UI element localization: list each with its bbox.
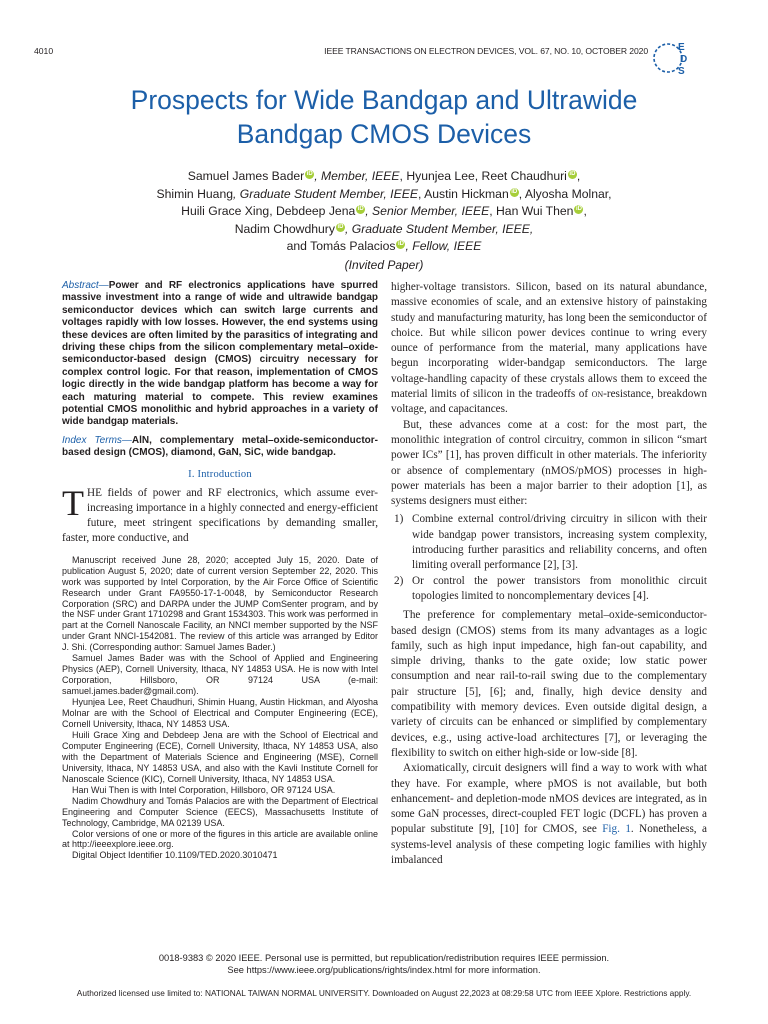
author-name: , Alyosha Molnar,: [518, 186, 612, 201]
orcid-icon[interactable]: iD: [337, 223, 344, 230]
abstract-label: Abstract—: [62, 280, 109, 291]
journal-header: IEEE TRANSACTIONS ON ELECTRON DEVICES, VOL. 67, NO. 10, OCTOBER 2020: [324, 46, 648, 56]
footnote-affiliation: Hyunjea Lee, Reet Chaudhuri, Shimin Huang, Austin Hickman, and Alyosha Molnar are with the School of Electrical and Computer Engineering (ECE), Cornell University, Ithaca, NY 14853 USA.: [62, 697, 378, 729]
list-item: [391, 512, 707, 573]
body-text: higher-voltage transistors. Silicon, based on its natural abundance, massive economies of scale, and an extensive history of painstaking study and manufacturing maturity, has long been the semiconductor of choice. But while silicon power devices continue to wring every ounce of performance from the material, many applications have begun incorporating wider-bandgap semiconductors. The large voltage-handling capacity of these crystals allows them to exceed the material limits of silicon in the tradeoffs of: [391, 281, 707, 401]
eds-logo-icon: [651, 38, 689, 78]
abstract: [62, 280, 378, 429]
list-number: 1): [394, 513, 404, 526]
body-text: -resistance, breakdown voltage, and capacitances.: [391, 388, 707, 416]
left-column: [62, 280, 378, 861]
body-paragraph: [391, 280, 707, 418]
footnote-affiliation: Samuel James Bader was with the School of Applied and Engineering Physics (AEP), Cornell University, Ithaca, NY 14853 USA. He is now with Intel Corporation, Hillsboro, OR 97124 USA (e-mail: samuel.james.bader@gmail.com).: [62, 653, 378, 697]
index-terms-label: Index Terms—: [62, 434, 132, 446]
list-item-text: Or control the power transistors from monolithic circuit topologies limited to noncomplementary devices [4].: [412, 574, 707, 602]
separator: ,: [576, 169, 581, 183]
author-name: , Han Wui Then: [489, 204, 574, 218]
author-membership: , Senior Member, IEEE: [365, 204, 490, 218]
page-number: 4010: [34, 46, 54, 56]
author-list: [0, 168, 768, 256]
author-line-1: [0, 168, 768, 186]
author-line-3: [0, 203, 768, 221]
list-item-text: Combine external control/driving circuitry in silicon with their wide bandgap power transistors, increasing system complexity, introducing further parasitics and reliability concerns, and often limiting overall performance [2], [3].: [412, 513, 707, 572]
footnote-affiliation: Han Wui Then is with Intel Corporation, Hillsboro, OR 97124 USA.: [72, 784, 336, 795]
right-column: [391, 280, 707, 868]
numbered-list: [391, 512, 707, 604]
copyright-notice: [0, 953, 768, 976]
body-text-small-caps: on: [591, 388, 604, 401]
body-paragraph: The preference for complementary metal–oxide-semiconductor-based design (CMOS) stems from its many advantages as a logic family, such as high input impedance, high fan-out capability, and simple driving, thanks to the gate oxide; low static power consumption and near rail-to-rail swing due to the complementary pair structure [5], [6]; and, finally, high device density and compatibility with memory devices. Even outside digital design, a variety of circuits can be enhanced or simplified by complementary devices, e.g., using active-load architectures [7], or leveraging the flexibility to switch on either high-side or low-side [8].: [391, 609, 707, 759]
author-name: Samuel James Bader: [187, 169, 305, 183]
body-text: . Nonetheless, a systems-level analysis of these competing logic families with highly imbalanced: [391, 823, 707, 866]
eds-logo-letter-d: D: [680, 54, 688, 65]
title-line-1: Prospects for Wide Bandgap and Ultrawide: [130, 85, 638, 115]
authorized-use-notice: Authorized licensed use limited to: NATIONAL TAIWAN NORMAL UNIVERSITY. Downloaded on August 22,2023 at 08:29:58 UTC from IEEE Xplore. Restrictions apply.: [76, 988, 692, 998]
footnotes: [62, 555, 378, 862]
author-name: , Austin Hickman: [417, 186, 509, 201]
orcid-icon[interactable]: iD: [569, 171, 576, 177]
paper-title: [0, 83, 768, 151]
introduction-text: HE fields of power and RF electronics, which assume ever-increasing importance in a highly connected and energy-efficient future, meet stringent specifications by demanding smaller, faster, more conductive, and: [62, 486, 378, 544]
author-membership: , Fellow, IEEE: [405, 239, 482, 253]
author-line-5: [0, 238, 768, 256]
author-line-2: [0, 186, 768, 204]
author-line-4: [0, 221, 768, 239]
author-name: Shimin Huang: [156, 186, 234, 201]
drop-cap: T: [62, 482, 84, 523]
author-name: , Hyunjea Lee, Reet Chaudhuri: [399, 169, 567, 183]
orcid-icon[interactable]: iD: [511, 188, 518, 195]
copyright-line-1: 0018-9383 © 2020 IEEE. Personal use is permitted, but republication/redistribution requires IEEE permission.: [158, 953, 610, 963]
body-text: Axiomatically, circuit designers will find a way to work with what they have. For example, where pMOS is not available, but both enhancement- and depletion-mode nMOS devices are integrated, as in some GaN processes, direct-coupled FET logic (DCFL) has proven a popular substitute [9], [10] for CMOS, see: [391, 762, 707, 836]
orcid-icon[interactable]: iD: [575, 206, 582, 212]
eds-logo-letter-e: E: [678, 42, 685, 53]
list-item: [391, 574, 707, 605]
footnote-doi: Digital Object Identifier 10.1109/TED.2020.3010471: [72, 850, 278, 861]
eds-logo-letter-s: S: [678, 66, 685, 77]
figure-link[interactable]: Fig. 1: [602, 823, 631, 836]
footnote-color-versions: Color versions of one or more of the figures in this article are available online at http://ieeexplore.ieee.org.: [62, 828, 378, 850]
orcid-icon[interactable]: iD: [357, 206, 364, 212]
section-heading-introduction: I. Introduction: [188, 468, 252, 480]
orcid-icon[interactable]: iD: [397, 241, 404, 247]
author-membership: , Member, IEEE: [314, 169, 400, 183]
author-name: Nadim Chowdhury: [234, 221, 335, 236]
author-name: and Tomás Palacios: [286, 239, 396, 253]
author-membership: , Graduate Student Member, IEEE: [233, 186, 418, 201]
list-number: 2): [394, 574, 404, 587]
index-terms: [62, 435, 378, 460]
author-name: Huili Grace Xing, Debdeep Jena: [181, 204, 356, 218]
introduction-paragraph: [62, 482, 378, 546]
index-terms-text: AlN, complementary metal–oxide-semiconductor-based design (CMOS), diamond, GaN, SiC, wide bandgap.: [62, 434, 379, 459]
orcid-icon[interactable]: iD: [306, 171, 313, 177]
footnote-manuscript: Manuscript received June 28, 2020; accepted July 15, 2020. Date of publication August 5, 2020; date of current version September 22, 2020. This work was supported by Intel Corporation, by the Air Force Office of Scientific Research under Grant FA9550-17-1-0048, by Semiconductor Research Corporation (SRC) and DARPA under the JUMP ComSenter program, and by the NSF under Grant 1710298 and Grant 1534303. This work was performed in part at the Cornell Nanoscale Facility, an NNCI member supported by the NSF under Grant NNCI-1542081. The review of this article was arranged by Editor J. Shi. (Corresponding author: Samuel James Bader.): [62, 554, 379, 653]
copyright-line-2: See https://www.ieee.org/publications/rights/index.html for more information.: [227, 964, 541, 975]
footnote-affiliation: Huili Grace Xing and Debdeep Jena are with the School of Electrical and Computer Engineering (ECE), Cornell University, Ithaca, NY 14853 USA, also with the Department of Materials Science and Engineering (MSE), Cornell University, Ithaca, NY 14853 USA, and also with the Kavli Institute Cornell for Nanoscale Science (KIC), Cornell University, Ithaca, NY 14853 USA.: [62, 729, 378, 784]
invited-paper-label: (Invited Paper): [344, 258, 424, 272]
abstract-text: Power and RF electronics applications have spurred massive investment into a range of wide and ultrawide bandgap semiconductor devices which can switch large currents and voltages rapidly with low losses. However, the end systems using these devices are often limited by the parasitics of integrating and driving these chips from the silicon complementary metal–oxide-semiconductor-based design (CMOS) circuitry necessary for complex control logic. For that reason, implementation of CMOS logic directly in the wide bandgap platform has become a way for each maturing material to compete. This review examines potential CMOS monolithic and hybrid approaches in a variety of wide bandgap materials.: [62, 280, 378, 428]
separator: ,: [583, 204, 587, 218]
footnote-affiliation: Nadim Chowdhury and Tomás Palacios are with the Department of Electrical Engineering and Computer Science (EECS), Massachusetts Institute of Technology, Cambridge, MA 02139 USA.: [62, 795, 378, 828]
body-paragraph: [391, 761, 707, 868]
title-line-2: Bandgap CMOS Devices: [236, 119, 532, 149]
body-paragraph: But, these advances come at a cost: for the most part, the monolithic integration of control circuitry, common in silicon “smart power ICs” [1], has proven difficult in other materials. The inferiority or absence of complementary (nMOS/pMOS) processes in high-power materials has been a major barrier to their adoption [1], as systems designers must either:: [391, 418, 707, 508]
author-membership: , Graduate Student Member, IEEE,: [344, 221, 534, 236]
